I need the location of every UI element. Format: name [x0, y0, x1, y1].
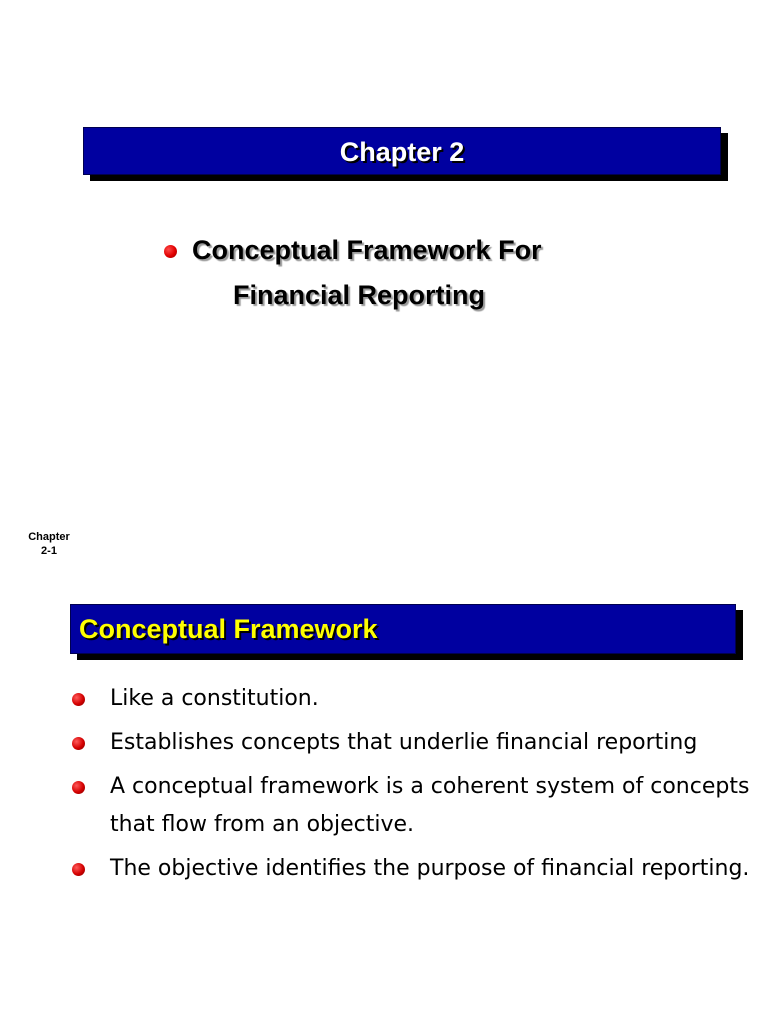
section-heading: Conceptual Framework — [79, 614, 378, 644]
bullet-text: A conceptual framework is a coherent system of concepts that flow from an objective. — [110, 774, 750, 837]
list-item — [70, 850, 760, 888]
bullet-icon — [72, 863, 85, 876]
topic-line-2: Financial Reporting — [233, 280, 486, 310]
topic-line-1: Conceptual Framework For — [192, 235, 542, 265]
chapter-tag-number: 2-1 — [41, 545, 57, 557]
bullet-list — [70, 680, 760, 894]
chapter-title: Chapter 2 — [339, 137, 465, 167]
list-item — [70, 680, 760, 718]
bullet-text: The objective identifies the purpose of financial reporting. — [110, 856, 750, 881]
bullet-icon — [72, 781, 85, 794]
bullet-icon — [72, 693, 85, 706]
bullet-icon — [164, 245, 177, 258]
bullet-text: Establishes concepts that underlie financial reporting — [110, 730, 698, 755]
chapter-page-tag — [22, 530, 76, 558]
chapter-tag-label: Chapter — [28, 531, 70, 543]
bullet-icon — [72, 737, 85, 750]
chapter-title-bar — [83, 127, 721, 175]
section-heading-bar — [70, 604, 736, 654]
list-item — [70, 724, 760, 762]
list-item — [70, 768, 760, 844]
bullet-text: Like a constitution. — [110, 686, 319, 711]
